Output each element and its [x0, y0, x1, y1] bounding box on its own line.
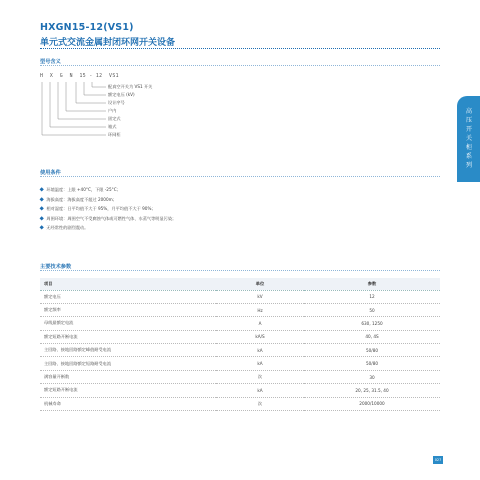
param-value: 630, 1250	[304, 317, 440, 330]
param-unit: kA	[216, 357, 304, 370]
table-header-row	[40, 278, 440, 290]
param-value: 50/80	[304, 357, 440, 370]
model-code: H X G N 15 - 12 VS1	[40, 74, 119, 79]
condition-item: 海拔高度：海拔高度不超过 2000m；	[40, 195, 176, 205]
column-header-item: 项目	[40, 278, 216, 290]
code-desc-item: 箱式	[108, 124, 117, 129]
table-row	[40, 384, 440, 397]
column-header-value: 参数	[304, 278, 440, 290]
page-title: 单元式交流金属封闭环网开关设备	[40, 38, 176, 48]
diamond-bullet-icon	[39, 207, 44, 212]
param-name: 额定电压	[40, 290, 216, 303]
param-name: 主回路、接地回路额定峰值耐受电流	[40, 344, 216, 357]
side-category-label: 高 压 开 关 柜 系 列	[465, 108, 473, 169]
conditions-divider	[40, 176, 440, 177]
param-value: 2000/10000	[304, 397, 440, 410]
code-desc-item: 户内	[108, 108, 117, 113]
conditions-heading: 使用条件	[40, 170, 61, 176]
param-unit: kV	[216, 290, 304, 303]
diamond-bullet-icon	[39, 188, 44, 193]
conditions-list	[40, 185, 176, 233]
param-unit: 次	[216, 397, 304, 410]
param-value: 30	[304, 370, 440, 383]
table-row	[40, 317, 440, 330]
table-row	[40, 357, 440, 370]
code-desc-item: 配真空开关为 VS1 开关	[108, 84, 153, 89]
param-name: 额定短路开断电流	[40, 384, 216, 397]
param-value: 50	[304, 303, 440, 316]
param-unit: kA/S	[216, 330, 304, 343]
param-name: 额定短路开断电流	[40, 330, 216, 343]
code-desc-item: 固定式	[108, 116, 121, 121]
title-divider	[40, 48, 440, 49]
page-number: 027	[434, 458, 442, 462]
param-value: 40, 4S	[304, 330, 440, 343]
tech-params-heading: 主要技术参数	[40, 264, 72, 270]
condition-item: 周围环境：周围空气不受腐蚀气体或可燃性气体、水蒸气等明显污染；	[40, 214, 176, 224]
tech-params-table	[40, 278, 440, 411]
product-model: HXGN15-12(VS1)	[40, 22, 134, 33]
diamond-bullet-icon	[39, 226, 44, 231]
param-name: 满容量开断数	[40, 370, 216, 383]
diamond-bullet-icon	[39, 197, 44, 202]
table-row	[40, 344, 440, 357]
tech-params-divider	[40, 270, 440, 271]
param-unit: Hz	[216, 303, 304, 316]
param-value: 12	[304, 290, 440, 303]
param-unit: A	[216, 317, 304, 330]
param-unit: kA	[216, 344, 304, 357]
param-name: 主回路、接地回路额定短路耐受电流	[40, 357, 216, 370]
param-name: 额定频率	[40, 303, 216, 316]
param-unit: kA	[216, 384, 304, 397]
model-meaning-divider	[40, 65, 440, 66]
diamond-bullet-icon	[39, 216, 44, 221]
table-row	[40, 397, 440, 410]
param-name: 机械寿命	[40, 397, 216, 410]
param-unit: 次	[216, 370, 304, 383]
param-value: 50/80	[304, 344, 440, 357]
table-row	[40, 290, 440, 303]
column-header-unit: 单位	[216, 278, 304, 290]
model-code-bracket-diagram	[40, 80, 153, 150]
condition-item: 无经常性的剧烈震动。	[40, 223, 176, 233]
table-row	[40, 303, 440, 316]
param-name: 母线最额定电流	[40, 317, 216, 330]
code-desc-item: 额定电压 (kV)	[108, 92, 135, 97]
param-value: 20, 25, 31.5, 40	[304, 384, 440, 397]
code-desc-item: 环网柜	[108, 132, 121, 137]
table-row	[40, 330, 440, 343]
code-desc-item: 设计序号	[108, 100, 125, 105]
condition-item: 相对湿度：日平均值不大于 95%，月平均值不大于 90%；	[40, 204, 176, 214]
condition-item: 环境温度：上限 +40°C，下限 -25°C；	[40, 185, 176, 195]
table-row	[40, 370, 440, 383]
model-meaning-heading: 型号含义	[40, 59, 61, 65]
